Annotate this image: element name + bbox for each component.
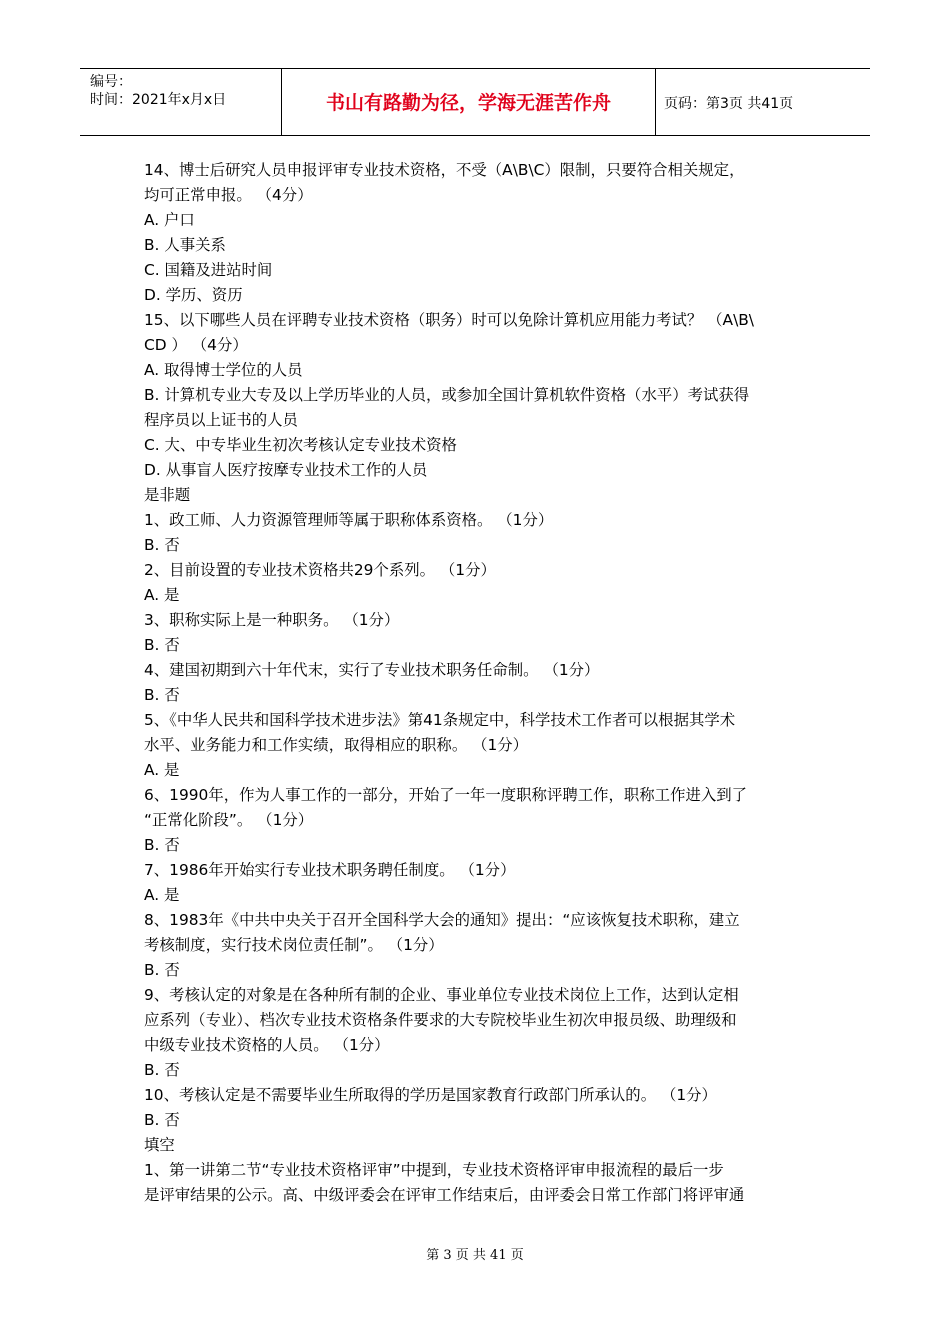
serial-number-label: 编号：: [90, 74, 132, 90]
text-line: CD ） （4分）: [144, 336, 248, 354]
text-line: “正常化阶段”。 （1分）: [144, 811, 314, 829]
text-line: 中级专业技术资格的人员。 （1分）: [144, 1036, 390, 1054]
text-line: B. 否: [144, 536, 180, 554]
text-line: 6、1990年，作为人事工作的一部分，开始了一年一度职称评聘工作，职称工作进入到了: [144, 786, 748, 804]
text-line: C. 大、中专毕业生初次考核认定专业技术资格: [144, 436, 457, 454]
text-line: 填空: [144, 1136, 175, 1154]
text-line: B. 否: [144, 836, 180, 854]
text-line: A. 户口: [144, 211, 195, 229]
text-line: 1、政工师、人力资源管理师等属于职称体系资格。 （1分）: [144, 511, 554, 529]
text-line: A. 是: [144, 586, 180, 604]
text-line: A. 是: [144, 761, 180, 779]
text-line: 是评审结果的公示。高、中级评委会在评审工作结束后，由评委会日常工作部门将评审通: [144, 1186, 745, 1204]
text-line: 2、目前设置的专业技术资格共29个系列。 （1分）: [144, 561, 496, 579]
text-line: B. 否: [144, 1061, 180, 1079]
text-line: B. 否: [144, 686, 180, 704]
text-line: 应系列（专业）、档次专业技术资格条件要求的大专院校毕业生初次申报员级、助理级和: [144, 1011, 737, 1029]
header-meta-cell: [80, 69, 282, 135]
header-page-info: 页码：第3页 共41页: [664, 96, 794, 112]
text-line: 10、考核认定是不需要毕业生所取得的学历是国家教育行政部门所承认的。 （1分）: [144, 1086, 717, 1104]
text-line: 均可正常申报。 （4分）: [144, 186, 313, 204]
text-line: 4、建国初期到六十年代末，实行了专业技术职务任命制。 （1分）: [144, 661, 600, 679]
text-line: B. 计算机专业大专及以上学历毕业的人员，或参加全国计算机软件资格（水平）考试获得: [144, 386, 750, 404]
header-page-cell: [656, 69, 870, 135]
text-line: 5、《中华人民共和国科学技术进步法》第41条规定中，科学技术工作者可以根据其学术: [144, 711, 736, 729]
text-line: 水平、业务能力和工作实绩，取得相应的职称。 （1分）: [144, 736, 529, 754]
text-line: D. 学历、资历: [144, 286, 243, 304]
text-line: D. 从事盲人医疗按摩专业技术工作的人员: [144, 461, 428, 479]
text-line: B. 否: [144, 961, 180, 979]
text-line: 15、以下哪些人员在评聘专业技术资格（职务）时可以免除计算机应用能力考试？ （A\B\: [144, 311, 754, 329]
text-line: 考核制度，实行技术岗位责任制”。 （1分）: [144, 936, 444, 954]
text-line: A. 取得博士学位的人员: [144, 361, 303, 379]
text-line: 3、职称实际上是一种职务。 （1分）: [144, 611, 400, 629]
page-header: [80, 68, 870, 136]
text-line: 14、博士后研究人员申报评审专业技术资格，不受（A\B\C）限制，只要符合相关规定，: [144, 161, 745, 179]
text-line: B. 人事关系: [144, 236, 226, 254]
text-line: 是非题: [144, 486, 191, 504]
text-line: 7、1986年开始实行专业技术职务聘任制度。 （1分）: [144, 861, 516, 879]
header-motto: 书山有路勤为径，学海无涯苦作舟: [325, 92, 611, 114]
text-line: B. 否: [144, 636, 180, 654]
document-body: [144, 158, 809, 1208]
date-line: 时间：2021年x月x日: [90, 92, 227, 108]
text-line: A. 是: [144, 886, 180, 904]
text-line: B. 否: [144, 1111, 180, 1129]
header-motto-cell: [282, 69, 656, 135]
text-line: 程序员以上证书的人员: [144, 411, 298, 429]
page-footer: 第 3 页 共 41 页: [426, 1248, 524, 1263]
text-line: 9、考核认定的对象是在各种所有制的企业、事业单位专业技术岗位上工作，达到认定相: [144, 986, 739, 1004]
text-line: 8、1983年《中共中央关于召开全国科学大会的通知》提出：“应该恢复技术职称，建立: [144, 911, 740, 929]
text-line: 1、第一讲第二节“专业技术资格评审”中提到，专业技术资格评审申报流程的最后一步: [144, 1161, 724, 1179]
text-line: C. 国籍及进站时间: [144, 261, 273, 279]
